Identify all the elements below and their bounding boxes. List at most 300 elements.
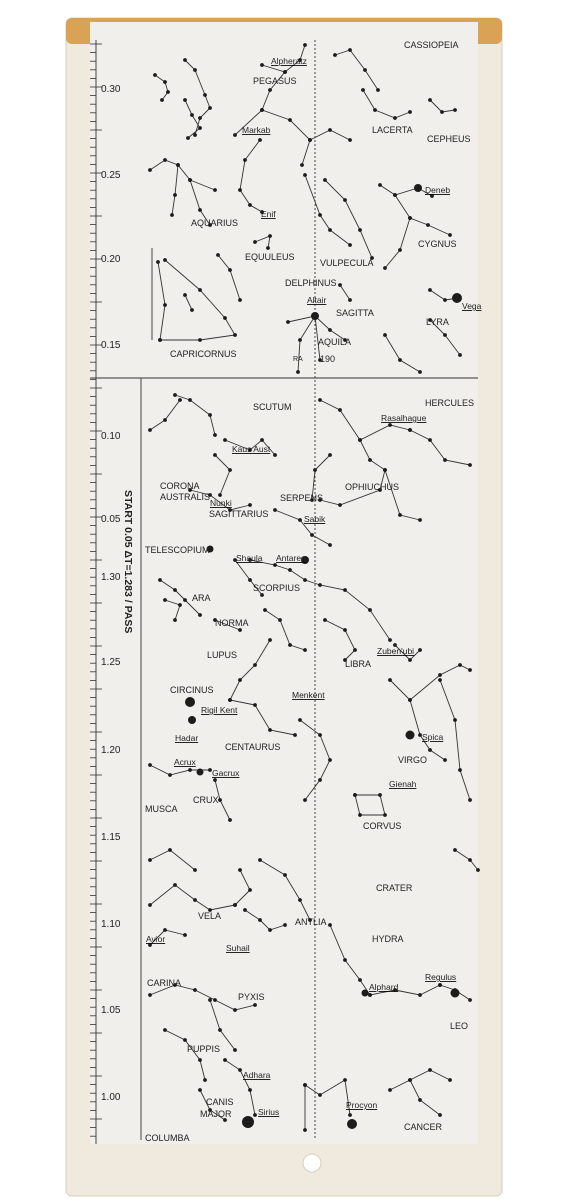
label-aquila: AQUILA (318, 337, 352, 347)
star-dot (443, 758, 447, 762)
star-dot (253, 703, 257, 707)
scale-label: 0.25 (101, 170, 121, 181)
star-dot (328, 543, 332, 547)
star-dot (318, 778, 322, 782)
star-altair (311, 312, 319, 320)
label-nunki: Nunki (210, 498, 232, 508)
label-alphard: Alphard (369, 982, 399, 992)
star-dot (248, 203, 252, 207)
label-shaula: Shaula (236, 553, 263, 563)
scale-label: 1.05 (101, 1005, 121, 1016)
label-acrux: Acrux (174, 757, 196, 767)
star-dot (408, 658, 412, 662)
star-dot (268, 728, 272, 732)
label-aquarius: AQUARIUS (191, 218, 239, 228)
star-dot (188, 398, 192, 402)
star-dot (243, 158, 247, 162)
star-dot (438, 1113, 442, 1117)
star-dot (468, 998, 472, 1002)
star-dot (238, 678, 242, 682)
label-vega: Vega (462, 301, 482, 311)
star-dot (173, 193, 177, 197)
star-dot (318, 1093, 322, 1097)
star-dot (418, 1098, 422, 1102)
star-dot (328, 328, 332, 332)
star-dot (303, 578, 307, 582)
star-dot (468, 858, 472, 862)
star-vega (452, 293, 462, 303)
star-dot (358, 438, 362, 442)
star-dot (170, 213, 174, 217)
scale-label: 1.30 (101, 572, 121, 583)
star-dot (266, 246, 270, 250)
star-dot (243, 908, 247, 912)
star-sirius (242, 1116, 254, 1128)
star-dot (183, 58, 187, 62)
star-dot (298, 898, 302, 902)
label-lupus: LUPUS (207, 650, 238, 660)
star-dot (233, 1008, 237, 1012)
star-dot (343, 588, 347, 592)
scale-label: 1.00 (101, 1092, 121, 1103)
star-alphard (362, 990, 369, 997)
star-dot (343, 198, 347, 202)
star-dot (303, 648, 307, 652)
label-delphinus: DELPHINUS (285, 278, 337, 288)
star-dot (213, 453, 217, 457)
star-dot (248, 1088, 252, 1092)
label-menkent: Menkent (292, 690, 325, 700)
star-dot (193, 988, 197, 992)
star-dot (273, 453, 277, 457)
label-antares: Antares (276, 553, 306, 563)
star-dot (188, 178, 192, 182)
star-dot (213, 188, 217, 192)
label-circinus: CIRCINUS (170, 685, 214, 695)
star-dot (248, 888, 252, 892)
star-dot (378, 793, 382, 797)
star-dot (348, 138, 352, 142)
star-dot (158, 338, 162, 342)
star-dot (198, 613, 202, 617)
star-dot (148, 168, 152, 172)
star-dot (453, 848, 457, 852)
star-dot (458, 663, 462, 667)
star-regulus (451, 989, 460, 998)
star-dot (253, 1113, 257, 1117)
star-dot (233, 133, 237, 137)
punch-hole (303, 1154, 321, 1172)
label-cygnus: CYGNUS (418, 239, 457, 249)
star-dot (318, 213, 322, 217)
label-equuleus: EQUULEUS (245, 252, 295, 262)
label-deneb: Deneb (425, 185, 451, 195)
label-leo: LEO (450, 1021, 469, 1031)
star-dot (253, 240, 257, 244)
label-spica: Spica (422, 732, 444, 742)
label-crater: CRATER (376, 883, 413, 893)
star-dot (163, 598, 167, 602)
star-dot (213, 778, 217, 782)
star-dot (233, 903, 237, 907)
star-dot (203, 93, 207, 97)
star-dot (343, 628, 347, 632)
scale-label: 0.05 (101, 514, 121, 525)
star-dot (388, 638, 392, 642)
star-dot (443, 298, 447, 302)
label-ophiuchus: OPHIUCHUS (345, 482, 400, 492)
star-dot (260, 63, 264, 67)
star-dot (358, 228, 362, 232)
label-regulus: Regulus (425, 972, 457, 982)
label-altair: Altair (307, 295, 327, 305)
label-adhara: Adhara (243, 1070, 271, 1080)
star-dot (293, 733, 297, 737)
star-dot (418, 518, 422, 522)
label-sabik: Sabik (304, 514, 326, 524)
star-dot (408, 216, 412, 220)
star-dot (213, 433, 217, 437)
star-dot (303, 1083, 307, 1087)
label-lacerta: LACERTA (372, 125, 413, 135)
star-dot (388, 678, 392, 682)
star-dot (213, 998, 217, 1002)
star-dot (283, 873, 287, 877)
star-dot (273, 563, 277, 567)
star-dot (178, 398, 182, 402)
label-cepheus: CEPHEUS (427, 134, 471, 144)
star-dot (443, 458, 447, 462)
star-dot (383, 468, 387, 472)
label-enif: Enif (261, 209, 276, 219)
star-dot (148, 903, 152, 907)
star-dot (228, 268, 232, 272)
star-dot (238, 298, 242, 302)
star-dot (183, 933, 187, 937)
star-dot (268, 234, 272, 238)
star-dot (263, 608, 267, 612)
star-dot (216, 253, 220, 257)
star-dot (438, 983, 442, 987)
label-sirius: Sirius (258, 1107, 280, 1117)
star-dot (258, 138, 262, 142)
star-dot (163, 80, 167, 84)
star-dot (426, 223, 430, 227)
label-norma: NORMA (215, 618, 249, 628)
label-ra-value: 190 (320, 354, 336, 364)
star-dot (248, 578, 252, 582)
star-dot (468, 668, 472, 672)
label-pegasus: PEGASUS (253, 76, 297, 86)
star-dot (408, 110, 412, 114)
star-dot (323, 178, 327, 182)
star-dot (268, 928, 272, 932)
scale-label: 1.20 (101, 745, 121, 756)
star-dot (163, 418, 167, 422)
star-dot (328, 758, 332, 762)
star-dot (443, 333, 447, 337)
pass-rate-note: START 0.05 ΔT=1.283 / PASS (122, 490, 134, 634)
star-dot (173, 618, 177, 622)
scale-label: 0.10 (101, 431, 121, 442)
star-dot (378, 183, 382, 187)
star-dot (428, 1068, 432, 1072)
label-alpheratz: Alpheratz (271, 56, 307, 66)
star-dot (300, 163, 304, 167)
star-dot (438, 678, 442, 682)
star-dot (173, 588, 177, 592)
star-dot (376, 88, 380, 92)
label-serpens: SERPENS (280, 493, 324, 503)
star-dot (428, 748, 432, 752)
star-dot (383, 266, 387, 270)
label-pyxis: PYXIS (238, 992, 265, 1002)
star-dot (393, 193, 397, 197)
star-procyon (347, 1119, 357, 1129)
star-dot (193, 133, 197, 137)
star-dot (163, 303, 167, 307)
star-dot (368, 458, 372, 462)
star-dot (286, 320, 290, 324)
star-dot (148, 763, 152, 767)
star-acrux (197, 769, 204, 776)
star-dot (253, 1003, 257, 1007)
label-libra: LIBRA (345, 659, 372, 669)
scale-label: 1.10 (101, 919, 121, 930)
star-dot (328, 453, 332, 457)
star-dot (218, 493, 222, 497)
star-dot (168, 848, 172, 852)
star-dot (158, 578, 162, 582)
star-dot (348, 243, 352, 247)
star-dot (353, 793, 357, 797)
star-dot (198, 288, 202, 292)
star-dot (148, 428, 152, 432)
label-crux: CRUX (193, 795, 219, 805)
star-dot (398, 358, 402, 362)
star-dot (193, 868, 197, 872)
star-dot (283, 70, 287, 74)
label-rigil-kent: Rigil Kent (201, 705, 238, 715)
star-dot (368, 608, 372, 612)
star-dot (173, 393, 177, 397)
star-hadar (188, 716, 196, 724)
star-dot (468, 463, 472, 467)
scale-label: 0.20 (101, 254, 121, 265)
star-dot (238, 628, 242, 632)
star-dot (173, 883, 177, 887)
star-dot (168, 773, 172, 777)
star-dot (408, 428, 412, 432)
star-dot (383, 333, 387, 337)
star-dot (361, 88, 365, 92)
star-dot (208, 998, 212, 1002)
star-spica (406, 731, 415, 740)
star-dot (458, 768, 462, 772)
scale-label: 0.15 (101, 340, 121, 351)
label-suhail: Suhail (226, 943, 250, 953)
star-dot (156, 260, 160, 264)
star-dot (223, 1058, 227, 1062)
label-cassiopeia: CASSIOPEIA (404, 40, 459, 50)
label-markab: Markab (242, 125, 271, 135)
star-dot (408, 1078, 412, 1082)
label-canis-major-1: CANIS (206, 1097, 234, 1107)
star-dot (288, 643, 292, 647)
label-hercules: HERCULES (425, 398, 475, 408)
star-dot (148, 858, 152, 862)
star-dot (353, 648, 357, 652)
star-dot (183, 598, 187, 602)
star-dot (198, 1088, 202, 1092)
star-dot (190, 113, 194, 117)
label-scutum: SCUTUM (253, 402, 292, 412)
star-dot (228, 698, 232, 702)
star-dot (288, 568, 292, 572)
star-dot (198, 126, 202, 130)
label-canis-major-2: MAJOR (200, 1109, 232, 1119)
star-dot (388, 1088, 392, 1092)
star-dot (268, 88, 272, 92)
label-zuben-ubi: Zuben'ubi (377, 646, 415, 656)
label-sagittarius: SAGITTARIUS (209, 509, 269, 519)
star-dot (186, 136, 190, 140)
star-dot (318, 583, 322, 587)
star-dot (298, 518, 302, 522)
star-dot (198, 338, 202, 342)
star-dot (183, 98, 187, 102)
star-dot (358, 813, 362, 817)
star-dot (308, 138, 312, 142)
label-sagitta: SAGITTA (336, 308, 374, 318)
star-dot (348, 1113, 352, 1117)
star-dot (283, 923, 287, 927)
label-ara: ARA (192, 593, 211, 603)
star-dot (408, 698, 412, 702)
star-dot (193, 68, 197, 72)
star-dot (338, 283, 342, 287)
star-dot (223, 316, 227, 320)
star-dot (476, 868, 480, 872)
star-deneb (414, 184, 422, 192)
star-dot (448, 233, 452, 237)
star-dot (208, 106, 212, 110)
label-corona-australis-2: AUSTRALIS (160, 492, 211, 502)
label-columba: COLUMBA (145, 1133, 190, 1143)
label-gienah: Gienah (389, 779, 417, 789)
star-dot (398, 248, 402, 252)
star-dot (393, 116, 397, 120)
star-dot (238, 868, 242, 872)
label-virgo: VIRGO (398, 755, 428, 765)
star-dot (208, 413, 212, 417)
label-rasalhague: Rasalhague (381, 413, 427, 423)
label-avior: Avior (146, 934, 166, 944)
star-dot (303, 1128, 307, 1132)
label-procyon: Procyon (346, 1100, 378, 1110)
star-dot (148, 993, 152, 997)
star-dot (398, 513, 402, 517)
star-dot (468, 798, 472, 802)
star-dot (453, 718, 457, 722)
label-vulpecula: VULPECULA (320, 258, 374, 268)
star-dot (438, 673, 442, 677)
star-dot (363, 68, 367, 72)
star-dot (448, 1078, 452, 1082)
label-ra: RA (293, 356, 303, 363)
star-dot (303, 798, 307, 802)
star-dot (260, 438, 264, 442)
label-puppis: PUPPIS (187, 1044, 221, 1054)
star-dot (343, 958, 347, 962)
star-dot (218, 798, 222, 802)
star-rigil-kent (185, 697, 195, 707)
star-dot (223, 438, 227, 442)
star-dot (298, 718, 302, 722)
star-dot (278, 618, 282, 622)
star-dot (368, 993, 372, 997)
label-scorpius: SCORPIUS (253, 583, 301, 593)
star-dot (328, 128, 332, 132)
star-dot (253, 663, 257, 667)
star-dot (268, 638, 272, 642)
star-dot (373, 108, 377, 112)
star-dot (233, 333, 237, 337)
star-dot (418, 370, 422, 374)
star-dot (238, 1068, 242, 1072)
label-telescopium: TELESCOPIUM (145, 545, 210, 555)
star-dot (310, 533, 314, 537)
star-dot (176, 163, 180, 167)
label-capricornus: CAPRICORNUS (170, 349, 237, 359)
star-dot (193, 898, 197, 902)
star-dot (440, 110, 444, 114)
label-kaus-aust: Kaus Aust (232, 444, 271, 454)
scale-label: 0.30 (101, 84, 121, 95)
label-corvus: CORVUS (363, 821, 402, 831)
star-dot (163, 258, 167, 262)
star-dot (338, 408, 342, 412)
label-hydra: HYDRA (372, 934, 404, 944)
star-dot (318, 398, 322, 402)
star-dot (328, 923, 332, 927)
label-carina: CARINA (147, 978, 182, 988)
star-dot (323, 618, 327, 622)
star-dot (228, 468, 232, 472)
label-vela: VELA (198, 911, 222, 921)
star-dot (260, 593, 264, 597)
label-lyra: LYRA (426, 317, 449, 327)
star-dot (258, 918, 262, 922)
star-dot (453, 108, 457, 112)
star-dot (296, 370, 300, 374)
star-dot (458, 353, 462, 357)
star-dot (163, 1028, 167, 1032)
star-dot (248, 503, 252, 507)
star-dot (318, 733, 322, 737)
label-hadar: Hadar (175, 733, 199, 743)
star-dot (428, 98, 432, 102)
label-cancer: CANCER (404, 1122, 443, 1132)
star-dot (428, 438, 432, 442)
star-dot (313, 468, 317, 472)
star-dot (338, 503, 342, 507)
star-dot (383, 813, 387, 817)
star-dot (348, 48, 352, 52)
star-dot (183, 1038, 187, 1042)
star-dot (343, 1078, 347, 1082)
star-dot (303, 43, 307, 47)
